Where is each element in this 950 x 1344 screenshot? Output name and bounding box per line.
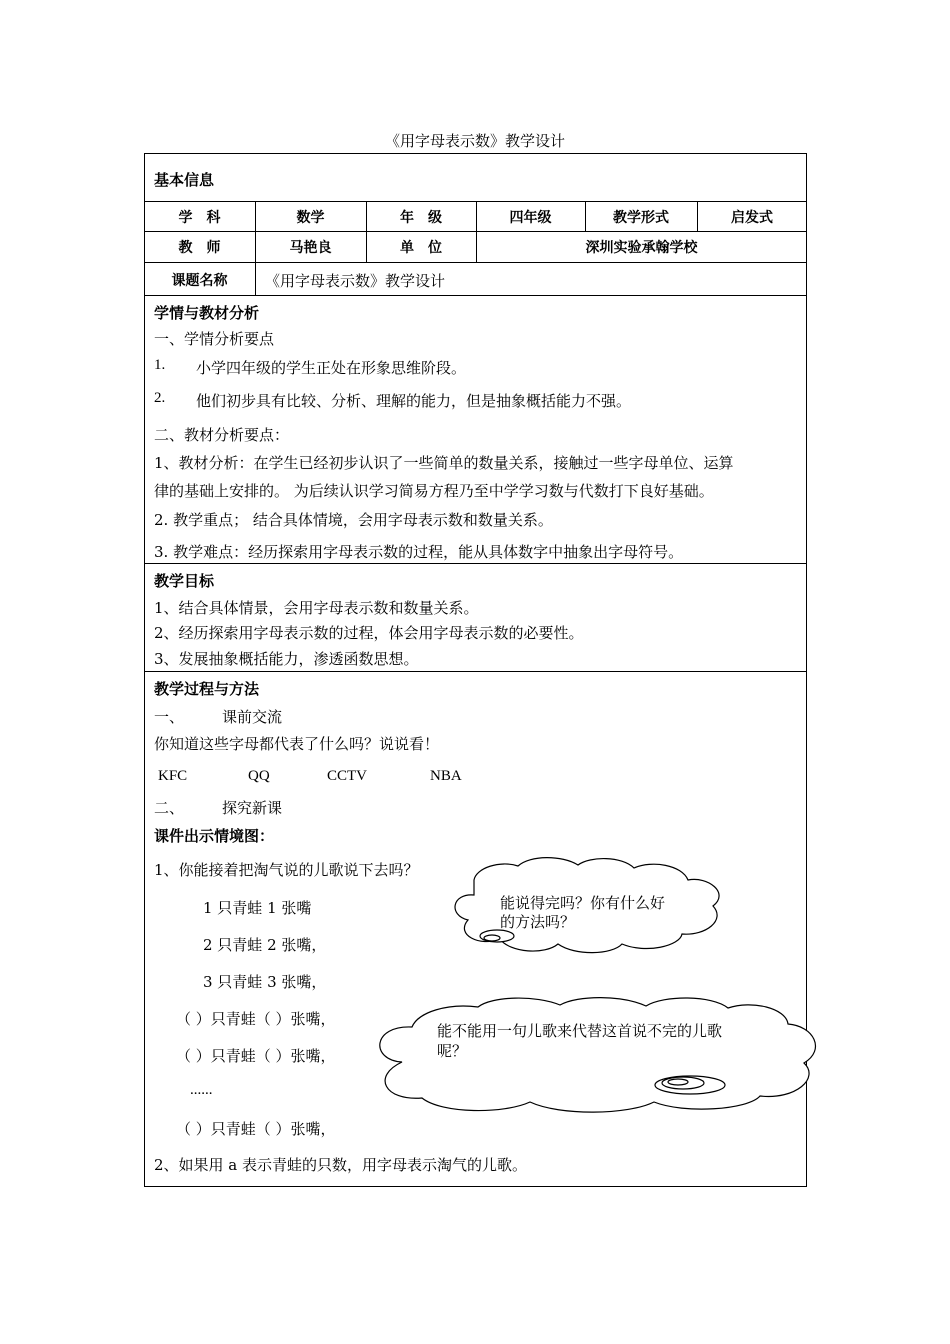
subject-label: 学 科 [178, 210, 221, 226]
material-analysis-line: 1、教材分析：在学生已经初步认识了一些简单的数量关系，接触过一些字母单位、运算 [154, 454, 734, 472]
unit-value: 深圳实验承翰学校 [585, 240, 698, 256]
step-number: 二、 [154, 799, 185, 817]
difficulty-point: 3. 教学难点：经历探索用字母表示数的过程，能从具体数字中抽象出字母符号。 [154, 543, 684, 561]
process-heading: 教学过程与方法 [154, 680, 260, 698]
rhyme-question: 1、你能接着把淘气说的儿歌说下去吗？ [154, 861, 419, 879]
key-point: 2. 教学重点； 结合具体情境，会用字母表示数和数量关系。 [154, 511, 553, 529]
cloud-large-text: 能不能用一句儿歌来代替这首说不完的儿歌呢？ [437, 1022, 723, 1060]
material-analysis-line: 律的基础上安排的。 为后续认识学习简易方程乃至中学学习数与代数打下良好基础。 [154, 482, 714, 500]
step-number: 一、 [154, 708, 185, 726]
topic-value: 《用字母表示数》教学设计 [265, 272, 446, 290]
grade-label: 年 级 [400, 210, 442, 226]
letter-example: CCTV [327, 768, 368, 784]
goal-item: 3、发展抽象概括能力，渗透函数思想。 [154, 650, 419, 668]
rhyme-ellipsis: ...... [190, 1082, 213, 1098]
rhyme-line: （ ）只青蛙（ ）张嘴， [176, 1010, 336, 1028]
step-label: 探究新课 [222, 799, 283, 817]
topic-label: 课题名称 [171, 273, 228, 289]
unit-label: 单 位 [400, 240, 442, 256]
form-value: 启发式 [731, 210, 773, 226]
step-label: 课前交流 [222, 708, 283, 726]
cloud-small-text: 能说得完吗？你有什么好的方法吗？ [500, 894, 666, 931]
letter-example: NBA [430, 768, 462, 784]
student-point-number: 2. [154, 390, 166, 406]
rhyme-line: 2 只青蛙 2 张嘴， [203, 936, 327, 954]
goals-heading: 教学目标 [154, 572, 215, 590]
letter-question: 2、如果用 a 表示青蛙的只数，用字母表示淘气的儿歌。 [154, 1156, 528, 1174]
subject-value: 数学 [296, 210, 325, 226]
goal-item: 2、经历探索用字母表示数的过程，体会用字母表示数的必要性。 [154, 624, 584, 642]
goal-item: 1、结合具体情景，会用字母表示数和数量关系。 [154, 599, 479, 617]
letter-example: KFC [158, 768, 188, 784]
teacher-label: 教 师 [178, 240, 221, 256]
basic-info-heading: 基本信息 [154, 171, 215, 189]
student-point-number: 1. [154, 357, 166, 373]
rhyme-line: （ ）只青蛙（ ）张嘴， [176, 1047, 336, 1065]
courseware-heading: 课件出示情境图： [154, 827, 275, 845]
teacher-value: 马艳良 [289, 240, 332, 256]
rhyme-line: （ ）只青蛙（ ）张嘴， [176, 1120, 336, 1138]
rhyme-line: 1 只青蛙 1 张嘴 [203, 899, 312, 917]
analysis-heading: 学情与教材分析 [154, 304, 260, 322]
student-point: 小学四年级的学生正处在形象思维阶段。 [196, 359, 467, 377]
student-analysis-heading: 一、学情分析要点 [154, 330, 275, 348]
rhyme-line: 3 只青蛙 3 张嘴， [203, 973, 327, 991]
grade-value: 四年级 [509, 210, 552, 226]
student-point: 他们初步具有比较、分析、理解的能力，但是抽象概括能力不强。 [196, 392, 632, 410]
form-label: 教学形式 [613, 210, 669, 226]
letter-example: QQ [248, 768, 270, 784]
material-analysis-heading: 二、教材分析要点： [154, 426, 290, 444]
intro-question: 你知道这些字母都代表了什么吗？说说看！ [154, 735, 440, 753]
document-title: 《用字母表示数》教学设计 [384, 132, 565, 150]
